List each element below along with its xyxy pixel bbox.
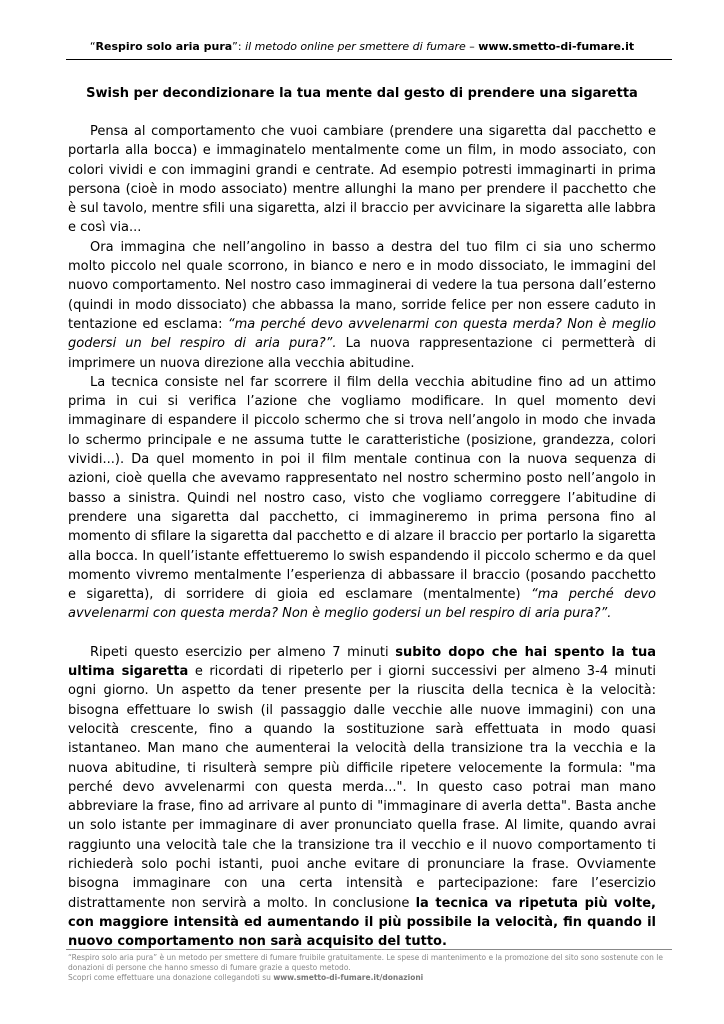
header-brand: Respiro solo aria pura: [95, 40, 233, 53]
page-footer: [68, 953, 668, 983]
header-divider: [66, 59, 672, 60]
paragraph-1: [68, 122, 656, 238]
footer-donation-line: [68, 973, 668, 983]
paragraph-3-quote: “ma perché devo avvelenarmi con questa merda? Non è meglio godersi un bel respiro di aria pura?”.: [68, 587, 657, 622]
paragraph-3: [68, 373, 656, 624]
document-body: [68, 122, 656, 951]
paragraph-4-emphasis-1: subito dopo che hai spento la tua ultima sigaretta: [68, 644, 656, 680]
header-tagline: il metodo online per smettere di fumare: [245, 40, 466, 53]
header-site-link[interactable]: www.smetto-di-fumare.it: [478, 40, 635, 53]
paragraph-3-text: La tecnica consiste nel far scorrere il film della vecchia abitudine fino ad un attimo prima in cui si verifica l’azione che vogliamo modificare. In quel momento devi immaginare di espandere il piccolo schermo che si trova nell’angolo in modo che invada lo schermo principale e ne assuma tutte le caratteristiche (posizione, grandezza, colori vividi...). Da quel momento in poi il film mentale continua con la nuova sequenza di azioni, cioè quella che avevamo rappresentato nel nostro schermino posto nell’angolo in basso a sinistra. Quindi nel nostro caso, visto che vogliamo correggere l’abitudine di prendere una sigaretta dal pacchetto, ci immagineremo in prima persona fino al momento di sfilare la sigaretta dal pacchetto e di alzare il braccio per portarlo la sigaretta alla bocca. In quell’istante effettueremo lo swish espandendo il piccolo schermo e da quel momento vivremo mentalmente l’esperienza di abbassare il braccio (posando pacchetto e sigaretta), di sorridere di gioia ed esclamare (mentalmente): [68, 374, 656, 603]
footer-donation-text: Scopri come effettuare una donazione collegandoti su: [68, 973, 274, 982]
footer-divider: [66, 949, 672, 950]
paragraph-1-text: Pensa al comportamento che vuoi cambiare (prendere una sigaretta dal pacchetto e portarla alla bocca) e immaginatelo mentalmente come un film, in modo associato, con colori vividi e con immagini grandi e centrate. Ad esempio potresti immaginarti in prima persona (cioè in modo associato) mentre allunghi la mano per prendere il pacchetto che è sul tavolo, mentre sfili una sigaretta, alzi il braccio per avvicinare la sigaretta alle labbra e così via...: [68, 124, 656, 236]
page-header: “Respiro solo aria pura”: il metodo online per smettere di fumare – www.smetto-di-fumare.it: [89, 40, 635, 53]
paragraph-4: [68, 643, 656, 952]
paragraph-4-emphasis-2: la tecnica va ripetuta più volte, con maggiore intensità ed aumentando il più possibile la velocità, fin quando il nuovo comportamento non sarà acquisito del tutto.: [68, 895, 657, 950]
paragraph-2-text-a: Ora immagina che nell’angolino in basso a destra del tuo film ci sia uno schermo molto piccolo nel quale scorrono, in bianco e nero e in modo dissociato, le immagini del nuovo comportamento. Nel nostro caso immaginerai di vedere la tua persona dall’esterno (quindi in modo dissociato) che abbassa la mano, sorride felice per non essere caduto in tentazione ed esclama:: [68, 239, 656, 332]
document-title: Swish per decondizionare la tua mente dal gesto di prendere una sigaretta: [86, 86, 638, 101]
paragraph-2-text-b: La nuova rappresentazione ci permetterà di imprimere un nuova direzione alla vecchia abitudine.: [68, 336, 656, 371]
paragraph-2-quote: “ma perché devo avvelenarmi con questa merda? Non è meglio godersi un bel respiro di aria pura?”.: [68, 316, 657, 352]
paragraph-4-text-a: Ripeti questo esercizio per almeno 7 minuti: [90, 644, 396, 660]
paragraph-4-text-b: e ricordati di ripeterlo per i giorni successivi per almeno 3-4 minuti ogni giorno. Un aspetto da tener presente per la riuscita della tecnica è la velocità: bisogna effettuare lo swish (il passaggio dalle vecchie alle nuove immagini) con una velocità crescente, fino a quando la sostituzione sarà effettuata in modo quasi istantaneo. Man mano che aumenterai la velocità della transizione tra la vecchia e la nuova abitudine, ti risulterà sempre più difficile ripetere velocemente la formula: "ma perché devo avvelenarmi con questa merda...". In questo caso potrai man mano abbreviare la frase, fino ad arrivare al punto di "immaginare di averla detta". Basta anche un solo istante per immaginare di aver pronunciato quella frase. Al limite, quando avrai raggiunto una velocità tale che la transizione tra il vecchio e il nuovo comportamento ti richiederà solo pochi istanti, puoi anche evitare di pronunciare la frase. Ovviamente bisogna immaginare con una certa intensità e partecipazione: fare l’esercizio distrattamente non servirà a molto. In conclusione: [68, 664, 656, 911]
footer-note: “Respiro solo aria pura” è un metodo per smettere di fumare fruibile gratuitamente. Le spese di mantenimento e la promozione del sito sono sostenute con le donazioni di persone che hanno smesso di fumare grazie a questo metodo.: [68, 953, 663, 972]
paragraph-2: [68, 238, 656, 373]
footer-donation-link[interactable]: www.smetto-di-fumare.it/donazioni: [273, 973, 424, 982]
